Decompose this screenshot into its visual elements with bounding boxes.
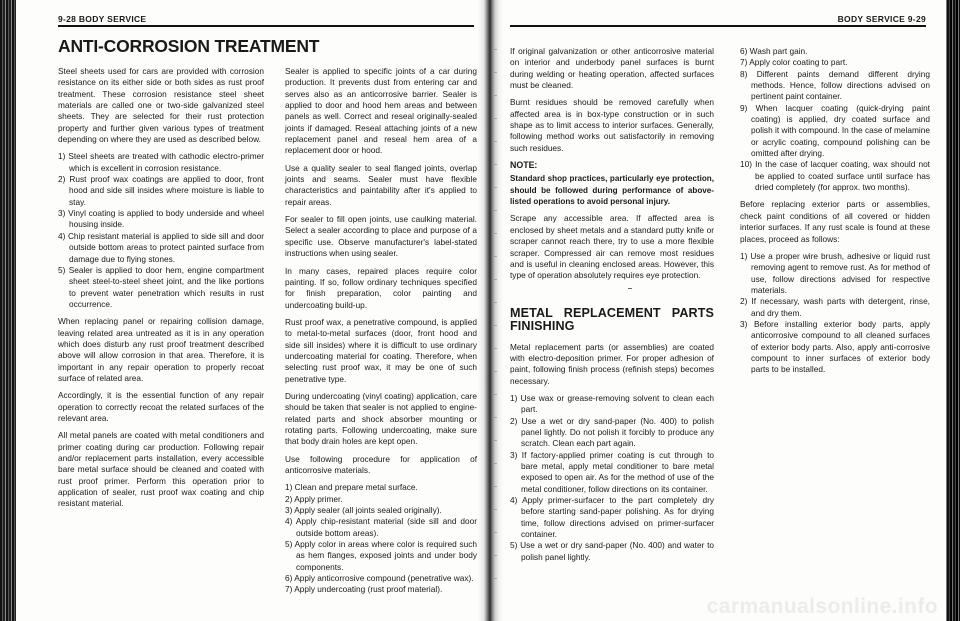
paragraph: In many cases, repaired places require color painting. If so, follow ordinary techniques specified for finish preparation, color painting and undercoating build-up. (285, 265, 477, 310)
list-item: 7) Apply color coating to part. (740, 57, 848, 68)
paragraph: Use following procedure for application of anticorrosive materials. (285, 453, 477, 475)
paragraph: During undercoating (vinyl coating) application, care should be taken that sealer is not applied to engine-related parts and shock absorber mounting or rotating parts. Following undercoating, make sure that body drain holes are kept open. (285, 390, 477, 447)
list-item: 5) Sealer is applied to door hem, engine compartment sheet steel-to-steel sheet joint, and the like portions to prevent water penetration which results in rust occurrence. (58, 264, 264, 309)
list-item: 3) Apply sealer (all joints sealed originally). (285, 505, 442, 516)
left-page-header: 9-28 BODY SERVICE (58, 14, 147, 24)
left-header-rule (58, 25, 474, 27)
paragraph: Before replacing exterior parts or assemblies, check paint conditions of all covered or hidden interior surfaces. If any rust scale is found at these places, proceed as follows: (740, 199, 930, 244)
list-item: 3) If factory-applied primer coating is cut through to bare metal, apply metal conditioner to bare metal exposed to open air. As for the method of use of the metal conditioner, follow directions on its container. (510, 449, 714, 494)
list-item: 2) Use a wet or dry sand-paper (No. 400) to polish panel lightly. Do not polish it forcibly to produce any scratch. Clean each part again. (510, 415, 714, 449)
list-item: 2) Rust proof wax coatings are applied to door, front hood and side sill insides where moisture is liable to stay. (58, 174, 264, 207)
list-item: 8) Different paints demand different drying methods. Hence, follow directions advised on pertinent paint container. (740, 68, 930, 102)
note-text: Standard shop practices, particularly eye protection, should be followed during performance of above-listed operations to avoid personal injury. (510, 174, 714, 207)
paragraph: Metal replacement parts (or assemblies) are coated with electro-deposition primer. For proper adhesion of paint, following finish process (refinish steps) becomes necessary. (510, 341, 714, 386)
paragraph: Burnt residues should be removed carefully when affected area is in box-type construction or in such shape as to limit access to interior surfaces. Generally, following method works out satisfactorily in removing such residues. (510, 97, 714, 153)
rust-removal-list (740, 251, 930, 376)
list-item: 1) Use a proper wire brush, adhesive or liquid rust removing agent to remove rust. As for method of use, follow directions advised for respective materials. (740, 250, 930, 295)
gutter-shadow (494, 40, 497, 600)
paragraph: All metal panels are coated with metal conditioners and primer coating during car production. Following repair and/or replacement parts installation, every accessible bare metal surface should be cleaned and coated with rust proof primer. Perform this operation prior to application of sealer, rust proof wax coating and chip resistant material. (58, 430, 264, 509)
list-item: 3) Vinyl coating is applied to body underside and wheel housing inside. (58, 208, 264, 230)
scan-edge-right (946, 0, 960, 621)
paragraph: When replacing panel or repairing collision damage, leaving related area untreated as it is in any operation which does disturb any rust proof treatment described above will allow corrosion in that area. Therefore, it is important in any repair operation to properly recoat surface of related area. (58, 316, 264, 383)
paragraph: If original galvanization or other anticorrosive material on interior and underbody panel surfaces is burnt during welding or heating operation, affected surfaces must be cleaned. (510, 46, 714, 91)
paragraph: Use a quality sealer to seal flanged joints, overlap joints and seams. Sealer must have flexible characteristics and paintability after it's applied to repair areas. (285, 162, 477, 207)
refinish-list-continued (740, 46, 930, 193)
paragraph: Rust proof wax, a penetrative compound, is applied to metal-to-metal surfaces (door, front hood and side sill insides) where it is difficult to use ordinary undercoating material for coating. Therefore, when selecting rust proof wax, it may be one of such penetrative type. (285, 316, 477, 384)
right-header-rule (510, 25, 926, 27)
scan-edge-left (0, 0, 16, 621)
list-item: 1) Clean and prepare metal surface. (285, 482, 418, 493)
list-item: 1) Use wax or grease-removing solvent to clean each part. (510, 392, 714, 415)
book-gutter (478, 0, 504, 621)
paragraph: For sealer to fill open joints, use caulking material. Select a sealer according to place and purpose of a specific use. Observe manufacturer's label-stated instructions when using sealer. (285, 214, 477, 259)
page-title: ANTI-CORROSION TREATMENT (58, 36, 320, 56)
paragraph: Scrape any accessible area. If affected area is enclosed by sheet metals and a standard putty knife or scraper cannot reach there, try to use a more flexible scraper. Compressed air can remove most residues and is useful in cleaning enclosed areas. However, this type of operation absolutely requires eye protection. (510, 213, 714, 281)
list-item: 7) Apply undercoating (rust proof material). (285, 584, 443, 595)
right-page-header: BODY SERVICE 9-29 (837, 14, 926, 24)
list-item: 5) Use a wet or dry sand-paper (No. 400) and water to polish panel lightly. (510, 540, 714, 562)
list-item: 4) Chip resistant material is applied to side sill and door outside bottom areas to protect painted surface from damage due to flying stones. (58, 230, 264, 264)
left-column-2 (285, 66, 477, 602)
watermark-text: carmanualsonline.info (706, 595, 938, 618)
list-item: 1) Steel sheets are treated with cathodic electro-primer which is excellent in corrosion resistance. (58, 151, 264, 173)
paragraph: Sealer is applied to specific joints of a car during production. It prevents dust from entering car and serves also as an anticorrosive barrier. Sealer is applied to door and hood hem areas and between panels as well. Correct and reseal originally-sealed joints if damaged. Reseal attaching joints of a new replacement panel and reseal hem area of a replacement door or hood. (285, 66, 477, 156)
section-title: METAL REPLACEMENT PARTS FINISHING (510, 305, 714, 334)
list-item: 5) Apply color in areas where color is required such as hem flanges, exposed joints and under body components. (285, 539, 477, 572)
left-column-1 (58, 66, 264, 516)
list-item: 6) Wash part gain. (740, 46, 808, 56)
list-item: 2) Apply primer. (285, 493, 343, 504)
dash-mark (628, 288, 632, 289)
refinish-list (510, 393, 714, 563)
treatment-list (58, 151, 264, 310)
paragraph: Accordingly, it is the essential function of any repair operation to correctly recoat the related surfaces of the relevant area. (58, 390, 264, 423)
list-item: 4) Apply primer-surfacer to the part completely dry before starting sand-paper polishing. As for drying time, follow directions advised on primer-surfacer container. (510, 495, 714, 540)
list-item: 6) Apply anticorrosive compound (penetrative wax). (285, 573, 474, 584)
intro-paragraph: Steel sheets used for cars are provided with corrosion resistance on its either side or both sides as rust proof treatment. These corrosion resistance steel sheet materials are called one or two-side galvanized steel sheets. They are selected for their rust protection property and further given various types of treatment depending on where they are used as described below. (58, 66, 264, 145)
right-column-1 (510, 46, 714, 569)
list-item: 10) In the case of lacquer coating, wax should not be applied to coated surface until surface has dried completely (for approx. two months). (740, 159, 930, 193)
procedure-list (285, 482, 477, 595)
list-item: 9) When lacquer coating (quick-drying paint coating) is applied, dry coated surface and polish it with compound. In the case of melamine or acrylic coating, compound polishing can be omitted after drying. (740, 102, 930, 159)
list-item: 3) Before installing exterior body parts, apply anticorrosive compound to all cleaned surfaces of exterior body parts. Also, apply anti-corrosive compount to inner surfaces of exterior body parts to be installed. (740, 318, 930, 375)
right-column-2 (740, 46, 930, 382)
note-label: NOTE: (510, 160, 538, 171)
list-item: 2) If necessary, wash parts with detergent, rinse, and dry them. (740, 296, 930, 318)
list-item: 4) Apply chip-resistant material (side sill and door outside bottom areas). (285, 516, 477, 538)
